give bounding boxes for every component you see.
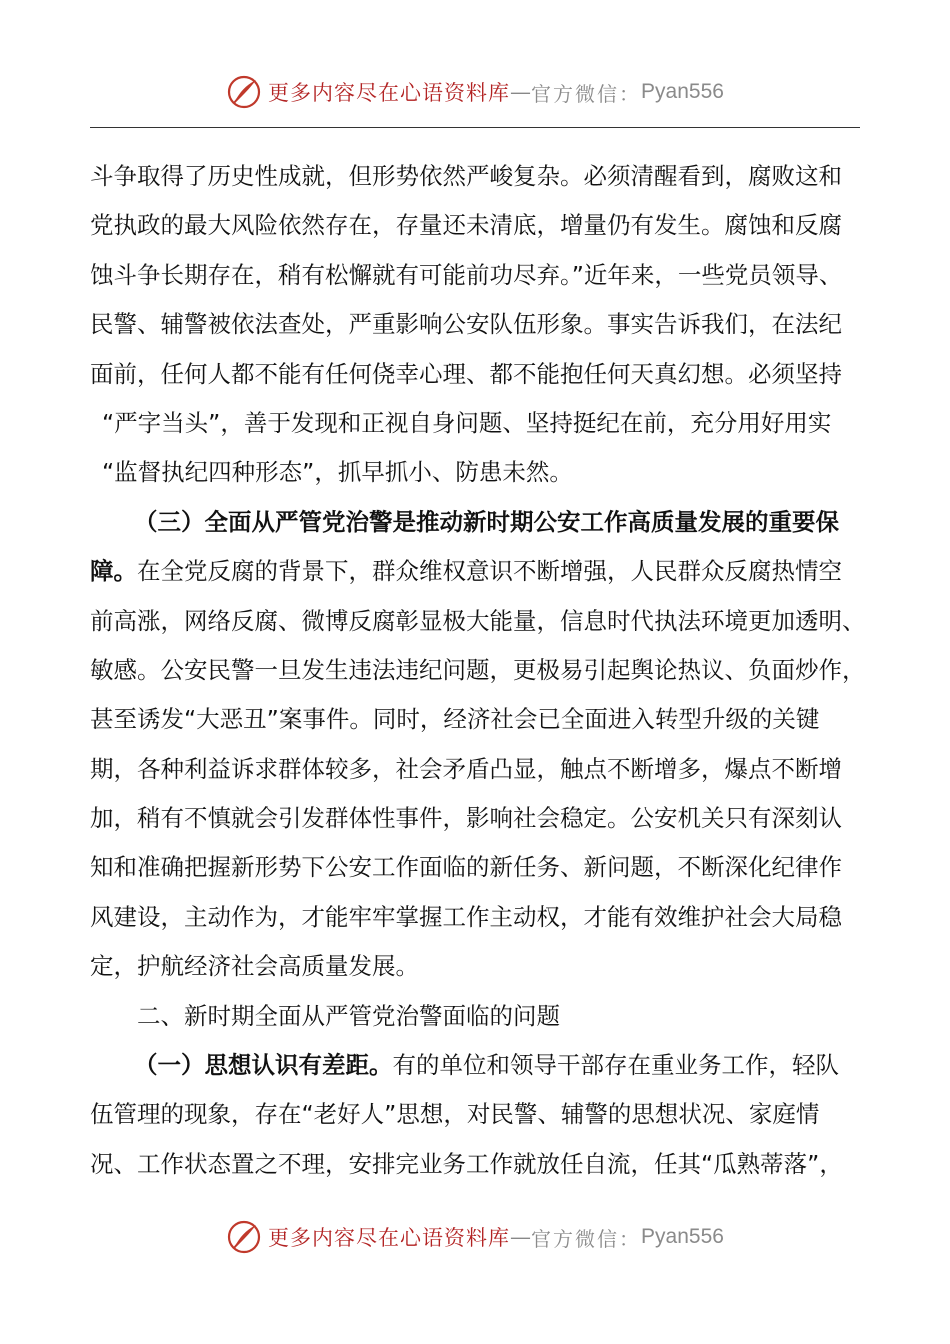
body-line xyxy=(90,1041,870,1090)
body-line: 面前，任何人都不能有任何侥幸心理、都不能抱任何天真幻想。必须坚持 xyxy=(90,359,842,388)
body-line: 知和准确把握新形势下公安工作面临的新任务、新问题，不断深化纪律作 xyxy=(90,853,842,882)
banner-wechat-label: 官方微信： xyxy=(531,81,642,106)
body-line: 党执政的最大风险依然存在，存量还未清底，增量仍有发生。腐蚀和反腐 xyxy=(90,211,842,240)
section-3-text: 在全党反腐的背景下，群众维权意识不断增强，人民群众反腐热情空 xyxy=(137,557,842,586)
body-line: 加，稍有不慎就会引发群体性事件，影响社会稳定。公安机关只有深刻认 xyxy=(90,804,842,833)
banner-title: 更多内容尽在心语资料库 xyxy=(268,1226,511,1250)
quill-logo-icon xyxy=(226,1219,262,1255)
body-line xyxy=(90,547,870,596)
banner-wechat-id: Pyan556 xyxy=(641,1225,724,1248)
header-banner xyxy=(0,70,950,114)
document-body xyxy=(90,152,870,1189)
subsection-1-heading: （一）思想认识有差距。 xyxy=(134,1051,393,1080)
banner-wechat-label: 官方微信： xyxy=(531,1226,642,1251)
subsection-1-text: 有的单位和领导干部存在重业务工作，轻队 xyxy=(392,1051,839,1080)
body-line: 前高涨，网络反腐、微博反腐彰显极大能量，信息时代执法环境更加透明、 xyxy=(90,606,866,635)
body-line: 民警、辅警被依法查处，严重影响公安队伍形象。事实告诉我们，在法纪 xyxy=(90,310,842,339)
section-3-heading-end: 障。 xyxy=(90,557,137,586)
banner-dash: — xyxy=(510,1225,532,1249)
body-line: “监督执纪四种形态”，抓早抓小、防患未然。 xyxy=(102,458,573,487)
banner-dash: — xyxy=(510,80,532,104)
body-line: 况、工作状态置之不理，安排完业务工作就放任自流，任其“瓜熟蒂落”， xyxy=(90,1149,843,1178)
body-line: 斗争取得了历史性成就，但形势依然严峻复杂。必须清醒看到，腐败这和 xyxy=(90,162,842,190)
footer-banner xyxy=(0,1215,950,1259)
section-3-heading: （三）全面从严管党治警是推动新时期公安工作高质量发展的重要保 xyxy=(134,507,839,536)
body-line: 伍管理的现象，存在“老好人”思想，对民警、辅警的思想状况、家庭情 xyxy=(90,1100,820,1129)
body-line: 敏感。公安民警一旦发生违法违纪问题，更极易引起舆论热议、负面炒作， xyxy=(90,655,866,684)
body-line: 定，护航经济社会高质量发展。 xyxy=(90,952,419,981)
body-line: 甚至诱发“大恶丑”案事件。同时，经济社会已全面进入转型升级的关键 xyxy=(90,705,820,734)
part-2-heading: 二、新时期全面从严管党治警面临的问题 xyxy=(137,1001,560,1030)
body-line: 风建设，主动作为，才能牢牢掌握工作主动权，才能有效维护社会大局稳 xyxy=(90,902,842,931)
body-line: “严字当头”，善于发现和正视自身问题、坚持挺纪在前，充分用好用实 xyxy=(102,408,832,437)
quill-logo-icon xyxy=(226,74,262,110)
body-line: 期，各种利益诉求群体较多，社会矛盾凸显，触点不断增多，爆点不断增 xyxy=(90,754,842,783)
body-line: 蚀斗争长期存在，稍有松懈就有可能前功尽弃。”近年来，一些党员领导、 xyxy=(90,260,843,289)
banner-wechat-id: Pyan556 xyxy=(641,80,724,103)
banner-title: 更多内容尽在心语资料库 xyxy=(268,81,511,105)
header-divider xyxy=(90,127,860,128)
